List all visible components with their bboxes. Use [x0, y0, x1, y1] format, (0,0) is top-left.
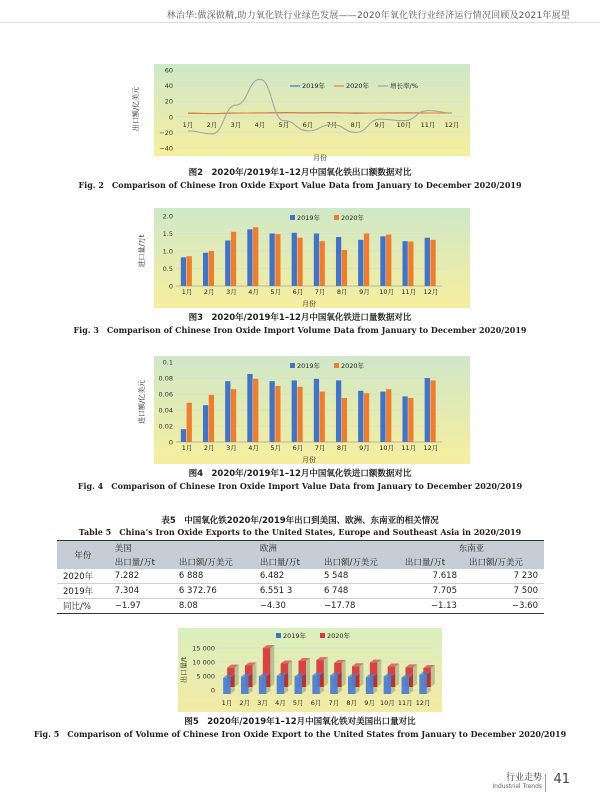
fig3-ytick-label: 1.5	[162, 230, 173, 238]
fig3-bar	[342, 250, 347, 286]
fig2-ytick-label: 40	[164, 82, 173, 91]
fig3-bar	[275, 234, 280, 286]
fig3-caption-en: Fig. 3 Comparison of Chinese Iron Oxide Import Volume Data from January to December 2020/2019	[73, 325, 527, 335]
table5-subheader: 出口额/万美元	[173, 555, 254, 569]
fig3-xtick-label: 9月	[359, 288, 370, 296]
fig4-bar	[336, 380, 341, 442]
fig4-bar	[269, 381, 274, 442]
fig4-xtick-label: 4月	[248, 444, 259, 452]
running-head: 林治华:做深做精,助力氧化铁行业绿色发展——2020年氧化铁行业经济运行情况回顾及2021年展望	[166, 11, 570, 21]
fig5-ytick-label: 0	[210, 686, 215, 695]
fig3-xtick-label: 4月	[248, 288, 259, 296]
fig5-ytick-label: 10 000	[192, 658, 215, 667]
fig5-ytick-label: 5 000	[196, 672, 215, 681]
fig4-caption-en: Fig. 4 Comparison of Chinese Iron Oxide Import Value Data from January to December 2020/2019	[77, 481, 523, 491]
fig4-xtick-label: 1月	[181, 444, 193, 452]
fig4-xtick-label: 5月	[270, 444, 282, 452]
fig4-xtick-label: 2月	[203, 444, 215, 452]
fig2-xtick-label: 12月	[444, 120, 460, 129]
fig4-bar	[320, 392, 325, 442]
fig5-legend-swatch	[276, 633, 281, 638]
table5-cell: 5 548	[318, 569, 399, 584]
fig4-bar	[386, 389, 391, 442]
fig5-bar	[330, 672, 341, 694]
fig3-xtick-label: 10月	[379, 288, 394, 296]
table5-cell: −1.13	[399, 599, 463, 614]
fig4-bar	[364, 393, 369, 442]
table5-cell: −4.30	[254, 599, 318, 614]
fig3-bar	[253, 227, 258, 286]
table5-cell: 6 888	[173, 569, 254, 584]
fig3-ytick-label: 2.0	[162, 212, 173, 221]
fig3-ytick-label: 0	[168, 282, 173, 291]
fig3-legend-swatch	[334, 215, 339, 220]
fig5-legend-swatch	[320, 633, 325, 638]
fig4-xlabel: 月份	[302, 456, 316, 464]
fig4-xtick-label: 3月	[226, 444, 237, 452]
fig2-ytick-label: 20	[164, 97, 173, 106]
fig4-bar	[203, 405, 208, 442]
fig4-bar-chart	[130, 356, 470, 464]
fig3-bar	[320, 241, 325, 286]
fig2-legend-label: 增长率/%	[390, 82, 418, 91]
fig5-bar	[277, 673, 288, 694]
fig2-xtick-label: 11月	[420, 120, 436, 129]
fig5-xtick-label: 11月	[397, 699, 413, 707]
fig3-bar	[430, 240, 435, 286]
fig2-xtick-label: 9月	[374, 120, 386, 129]
table5-row-label: 2020年	[57, 569, 109, 584]
fig5-bar	[223, 675, 234, 694]
fig3-bar	[364, 234, 369, 287]
fig2-xtick-label: 1月	[182, 120, 194, 129]
fig3-bar	[269, 234, 274, 287]
table5-title-zh: 表5 中国氧化铁2020年/2019年出口到美国、欧洲、东南亚的相关情况	[161, 516, 439, 526]
fig3-xtick-label: 12月	[423, 288, 439, 296]
fig5-bar	[241, 674, 252, 694]
fig4-bar	[187, 403, 192, 442]
fig2-xtick-label: 5月	[278, 120, 290, 129]
fig5-xtick-label: 10月	[380, 699, 395, 707]
fig3-bar	[292, 233, 297, 286]
page-number: 41	[553, 772, 570, 787]
fig3-bar	[358, 240, 363, 286]
fig4-ylabel: 进口额/亿美元	[138, 379, 146, 425]
table5-cell: 6.551 3	[254, 584, 318, 599]
fig4-bar	[297, 387, 302, 442]
fig2-xtick-label: 10月	[396, 120, 412, 129]
fig3-xtick-label: 11月	[401, 288, 417, 296]
fig5-legend-label: 2019年	[283, 632, 307, 641]
fig4-legend-label: 2019年	[297, 362, 321, 371]
fig3-bar	[203, 253, 208, 286]
fig5-bar	[402, 674, 413, 694]
fig4-xtick-label: 11月	[401, 444, 417, 452]
table5-subheader: 出口额/万美元	[318, 555, 399, 569]
fig2-ytick-label: 60	[164, 66, 173, 75]
table-row	[57, 599, 544, 614]
table5-cell: −3.60	[463, 599, 544, 614]
fig3-bar	[231, 232, 236, 286]
fig4-bar	[209, 395, 214, 442]
header-rule	[0, 22, 600, 23]
fig4-bar	[253, 379, 258, 442]
table5-title-en: Table 5 China’s Iron Oxide Exports to the United States, Europe and Southeast Asia in 2020/2019	[78, 527, 522, 537]
table5-cell: −17.78	[318, 599, 399, 614]
fig3-caption-zh: 图3 2020年/2019年1–12月中国氧化铁进口量数据对比	[188, 313, 412, 323]
fig2-ytick-label: −40	[159, 144, 173, 153]
fig2-xtick-label: 2月	[206, 120, 218, 129]
table5-subheader: 出口量/万t	[254, 555, 318, 569]
table5-cell: 7.618	[399, 569, 463, 584]
table5-cell: 7.282	[109, 569, 173, 584]
fig4-bar	[247, 374, 252, 442]
fig4-bar	[430, 380, 435, 442]
fig5-xtick-label: 8月	[346, 699, 358, 707]
fig4-bar	[181, 429, 186, 442]
fig5-bar	[295, 673, 306, 694]
fig5-xtick-label: 12月	[415, 699, 431, 707]
page-footer	[490, 770, 570, 794]
fig3-bar	[408, 242, 413, 286]
table5-row-label: 2019年	[57, 584, 109, 599]
fig3-legend-swatch	[290, 215, 295, 220]
table5-region-europe: 欧洲	[254, 541, 399, 556]
fig5-xtick-label: 9月	[364, 699, 375, 707]
fig5-xtick-label: 4月	[275, 699, 286, 707]
fig4-bar	[425, 378, 430, 442]
table5-row-label: 同比/%	[57, 599, 109, 614]
fig2-ytick-label: −20	[159, 128, 173, 137]
fig3-bar	[209, 251, 214, 286]
fig5-bar	[419, 672, 430, 694]
fig4-bar	[314, 379, 319, 442]
fig4-bar	[292, 380, 297, 442]
fig3-bar	[386, 235, 391, 286]
fig5-bar	[348, 674, 359, 694]
fig5-xtick-label: 1月	[221, 699, 233, 707]
fig3-bar	[380, 236, 385, 286]
fig2-xtick-label: 4月	[254, 120, 266, 129]
fig5-ylabel: 出口量/t	[180, 656, 188, 684]
fig3-xtick-label: 3月	[226, 288, 237, 296]
fig5-xtick-label: 6月	[310, 699, 322, 707]
fig5-caption-en: Fig. 5 Comparison of Volume of Chinese Iron Oxide Export to the United States from January to December 2020/2019	[33, 729, 567, 739]
table5	[57, 540, 544, 614]
fig4-caption-zh: 图4 2020年/2019年1–12月中国氧化铁进口额数据对比	[188, 469, 412, 479]
fig3-xtick-label: 7月	[314, 288, 326, 296]
fig3-bar	[181, 257, 186, 286]
fig3-ytick-label: 0.5	[162, 265, 173, 273]
section-label-en: Industrial Trends	[492, 783, 542, 790]
fig2-ylabel: 出口额/亿美元	[132, 86, 140, 132]
table5-cell: 7 230	[463, 569, 544, 584]
fig2-legend-label: 2019年	[302, 82, 326, 91]
table5-cell: 6 748	[318, 584, 399, 599]
fig4-bar	[225, 381, 230, 442]
fig2-plot-background	[154, 64, 470, 156]
fig4-bar	[231, 389, 236, 442]
fig3-bar	[247, 229, 252, 286]
fig4-legend-swatch	[334, 363, 339, 368]
fig3-bar	[402, 241, 407, 286]
fig3-ylabel: 进口量/万t	[138, 234, 146, 268]
table5-subheader: 出口额/万美元	[463, 555, 544, 569]
fig5-xtick-label: 2月	[239, 699, 251, 707]
fig5-bar	[384, 673, 395, 694]
fig2-xlabel: 月份	[313, 154, 327, 162]
fig3-xtick-label: 6月	[292, 288, 304, 296]
table5-subheader: 出口量/万t	[109, 555, 173, 569]
fig4-xtick-label: 9月	[359, 444, 370, 452]
fig4-ytick-label: 0	[168, 438, 173, 447]
fig2-caption-en: Fig. 2 Comparison of Chinese Iron Oxide Export Value Data from January to December 2020/2019	[78, 180, 522, 190]
fig3-bar	[336, 237, 341, 286]
fig2-legend-label: 2020年	[346, 82, 370, 91]
fig4-bar	[275, 386, 280, 442]
fig4-legend-label: 2020年	[341, 362, 365, 371]
fig4-bar	[358, 391, 363, 442]
fig4-legend-swatch	[290, 363, 295, 368]
fig4-bar	[408, 398, 413, 442]
fig3-bar	[425, 238, 430, 286]
fig2-xtick-label: 6月	[302, 120, 314, 129]
fig3-xtick-label: 1月	[181, 288, 193, 296]
table5-cell: 7 500	[463, 584, 544, 599]
table5-cell: 6.482	[254, 569, 318, 584]
fig3-xtick-label: 8月	[336, 288, 348, 296]
table-row	[57, 584, 544, 599]
fig4-xtick-label: 8月	[336, 444, 348, 452]
table5-cell: −1.97	[109, 599, 173, 614]
fig4-bar	[402, 396, 407, 442]
fig5-caption-zh: 图5 2020年/2019年1–12月中国氧化铁对美国出口量对比	[184, 717, 416, 727]
table5-cell: 6 372.76	[173, 584, 254, 599]
fig5-bar	[312, 672, 323, 694]
fig5-xtick-label: 5月	[292, 699, 304, 707]
fig5-xtick-label: 3月	[257, 699, 268, 707]
fig2-ytick-label: 0	[168, 113, 173, 122]
section-label-zh: 行业走势	[505, 773, 542, 783]
fig4-xtick-label: 7月	[314, 444, 326, 452]
fig4-bar	[380, 392, 385, 442]
fig5-bar	[259, 673, 270, 694]
fig3-bar	[187, 256, 192, 286]
table5-subheader: 出口量/万t	[399, 555, 463, 569]
fig2-line-chart	[130, 64, 470, 164]
fig2-xtick-label: 3月	[230, 120, 242, 129]
table5-cell: 7.304	[109, 584, 173, 599]
fig4-xtick-label: 6月	[292, 444, 304, 452]
table5-region-header-row	[57, 541, 544, 556]
table5-region-sea: 东南亚	[399, 541, 544, 556]
fig2-xtick-label: 7月	[326, 120, 338, 129]
fig4-ytick-label: 0.02	[158, 422, 173, 431]
table-row	[57, 569, 544, 584]
fig4-ytick-label: 0.04	[158, 406, 173, 415]
fig2-xtick-label: 8月	[350, 120, 362, 129]
fig5-bar-chart	[178, 628, 442, 712]
fig3-bar	[225, 241, 230, 287]
fig5-bar	[366, 674, 377, 694]
fig4-ytick-label: 0.06	[158, 390, 173, 399]
table5-cell: 8.08	[173, 599, 254, 614]
fig5-ytick-label: 15 000	[192, 644, 215, 653]
fig3-legend-label: 2020年	[341, 214, 365, 223]
fig4-ytick-label: 0.1	[162, 358, 173, 367]
fig4-ytick-label: 0.08	[158, 374, 173, 383]
table5-subheader-row	[57, 555, 544, 569]
fig3-xtick-label: 5月	[270, 288, 282, 296]
table5-year-header: 年份	[57, 541, 109, 570]
fig4-xtick-label: 12月	[423, 444, 439, 452]
fig4-xtick-label: 10月	[379, 444, 394, 452]
fig3-legend-label: 2019年	[297, 214, 321, 223]
fig3-ytick-label: 1.0	[162, 247, 173, 256]
fig4-bar	[342, 398, 347, 442]
fig3-bar	[297, 238, 302, 286]
fig2-caption-zh: 图2 2020年/2019年1–12月中国氧化铁出口额数据对比	[188, 168, 412, 178]
fig3-xlabel: 月份	[302, 300, 316, 308]
fig3-bar-chart	[130, 208, 470, 308]
table5-cell: 7.705	[399, 584, 463, 599]
fig5-legend-label: 2020年	[327, 632, 351, 641]
table5-region-us: 美国	[109, 541, 254, 556]
fig3-bar	[314, 234, 319, 287]
fig3-xtick-label: 2月	[203, 288, 215, 296]
fig5-xtick-label: 7月	[328, 699, 340, 707]
